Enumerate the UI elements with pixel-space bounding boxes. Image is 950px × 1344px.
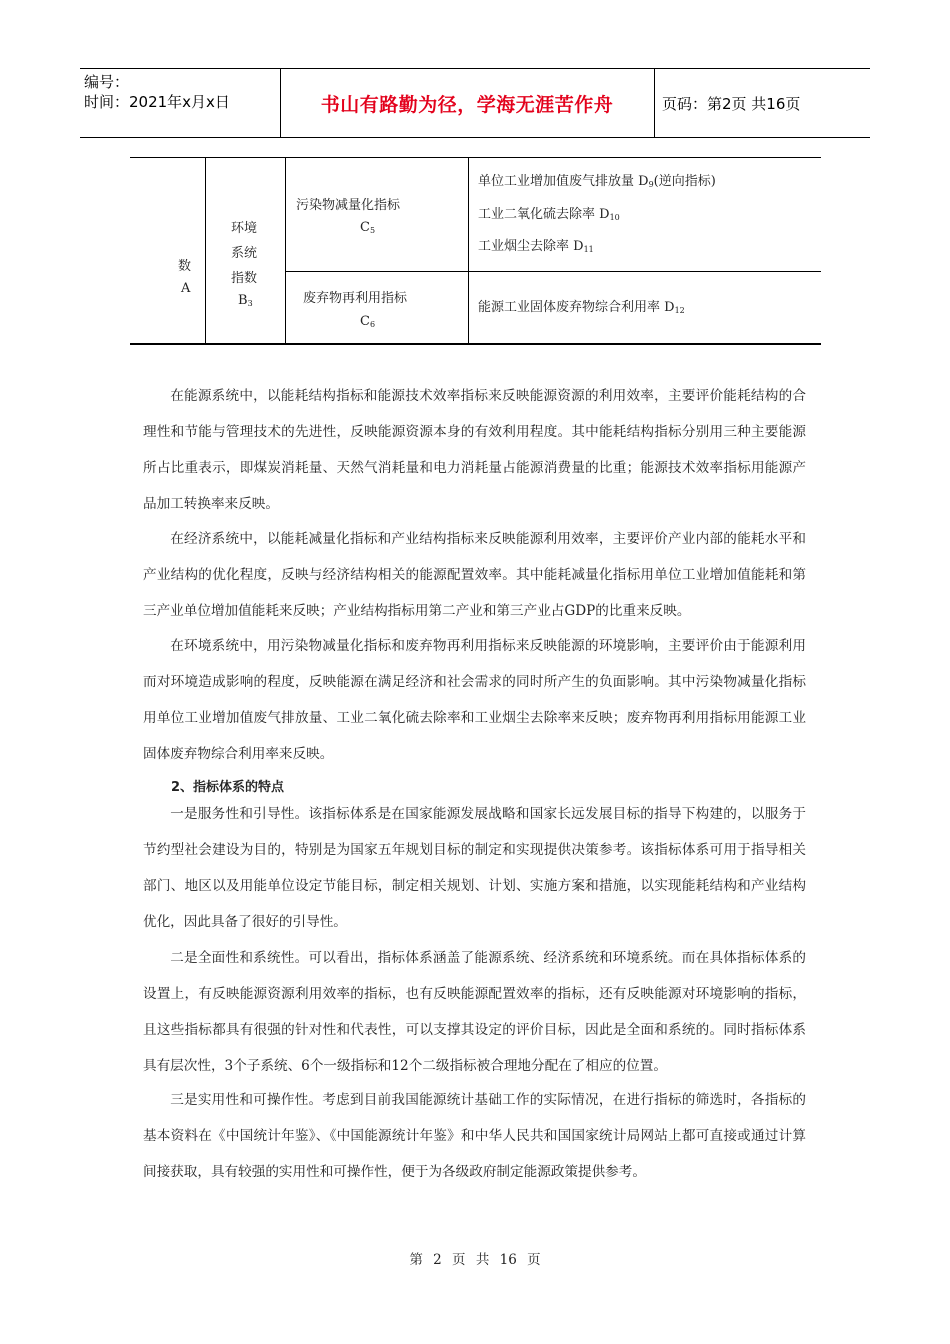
table-row-rule xyxy=(285,271,821,272)
table-top-rule xyxy=(130,157,821,158)
b3-label-line: 环境 xyxy=(231,221,258,236)
d11-indicator: 工业烟尘去除率 $D_{11}$ xyxy=(478,239,594,254)
doc-code-label: 编号： xyxy=(84,73,130,91)
paragraph-feature-comprehensive: 二是全面性和系统性。可以看出，指标体系涵盖了能源系统、经济系统和环境系统。而在具体指标体系的设置上，有反映能源资源利用效率的指标，也有反映能源配置效率的指标，还有反映能源对环境影响的指标，且这些指标都具有很强的针对性和代表性，可以支撑其设定的评价目标，因此是全面和系统的。同时指标体系具有层次性，3个子系统、6个一级指标和12个二级指标被合理地分配在了相应的位置。 xyxy=(143,950,806,1074)
c5-label: 污染物减量化指标 xyxy=(296,198,401,213)
header-motto: 书山有路勤为径，学海无涯苦作舟 xyxy=(320,93,614,116)
paragraph-energy-system: 在能源系统中，以能耗结构指标和能源技术效率指标来反映能源资源的利用效率，主要评价能耗结构的合理性和节能与管理技术的先进性，反映能源资源本身的有效利用程度。其中能耗结构指标分别用三种主要能源所占比重表示，即煤炭消耗量、天然气消耗量和电力消耗量占能源消费量的比重；能源技术效率指标用能源产品加工转换率来反映。 xyxy=(143,388,806,512)
paragraph-environment-system: 在环境系统中，用污染物减量化指标和废弃物再利用指标来反映能源的环境影响，主要评价由于能源利用而对环境造成影响的程度，反映能源在满足经济和社会需求的同时所产生的负面影响。其中污染物减量化指标用单位工业增加值废气排放量、工业二氧化硫去除率和工业烟尘去除率来反映；废弃物再利用指标用能源工业固体废弃物综合利用率来反映。 xyxy=(143,638,806,762)
doc-date-label: 时间：2021年x月x日 xyxy=(84,93,230,111)
d9-indicator: 单位工业增加值废气排放量 $D_9$(逆向指标) xyxy=(478,174,716,189)
table-col-rule xyxy=(205,157,206,345)
b3-label-line: 系统 xyxy=(231,246,258,261)
table-col-rule xyxy=(285,157,286,345)
table-bottom-rule xyxy=(130,343,821,345)
page-header xyxy=(80,68,870,138)
paragraph-economic-system: 在经济系统中，以能耗减量化指标和产业结构指标来反映能源利用效率，主要评价产业内部的能耗水平和产业结构的优化程度，反映与经济结构相关的能源配置效率。其中能耗减量化指标用单位工业增加值能耗和第三产业单位增加值能耗来反映；产业结构指标用第二产业和第三产业占GDP的比重来反映。 xyxy=(143,531,806,619)
table-col-rule xyxy=(468,157,469,345)
section-heading: 2、指标体系的特点 xyxy=(171,780,285,795)
header-meta xyxy=(80,69,280,137)
c6-code: $C_6$ xyxy=(360,314,376,329)
d12-indicator: 能源工业固体废弃物综合利用率 $D_{12}$ xyxy=(478,300,685,315)
c5-code: $C_5$ xyxy=(360,220,376,235)
page-footer: 第 2 页 共 16 页 xyxy=(409,1252,541,1268)
index-a-label-bottom: A xyxy=(181,281,191,296)
header-page-label: 页码：第2页 共16页 xyxy=(662,95,801,113)
d10-indicator: 工业二氧化硫去除率 $D_{10}$ xyxy=(478,207,620,222)
c6-label: 废弃物再利用指标 xyxy=(303,291,408,306)
header-divider xyxy=(654,69,655,137)
b3-label-line: 指数 xyxy=(231,271,258,286)
paragraph-feature-service: 一是服务性和引导性。该指标体系是在国家能源发展战略和国家长远发展目标的指导下构建的，以服务于节约型社会建设为目的，特别是为国家五年规划目标的制定和实现提供决策参考。该指标体系可用于指导相关部门、地区以及用能单位设定节能目标，制定相关规划、计划、实施方案和措施，以实现能耗结构和产业结构优化，因此具备了很好的引导性。 xyxy=(143,806,806,930)
index-a-label-top: 数 xyxy=(178,259,192,274)
b3-code: $B_3$ xyxy=(238,293,253,308)
indicator-table xyxy=(130,157,821,345)
paragraph-feature-practical: 三是实用性和可操作性。考虑到目前我国能源统计基础工作的实际情况，在进行指标的筛选时，各指标的基本资料在《中国统计年鉴》、《中国能源统计年鉴》和中华人民共和国国家统计局网站上都可直接或通过计算间接获取，具有较强的实用性和可操作性，便于为各级政府制定能源政策提供参考。 xyxy=(143,1092,806,1180)
